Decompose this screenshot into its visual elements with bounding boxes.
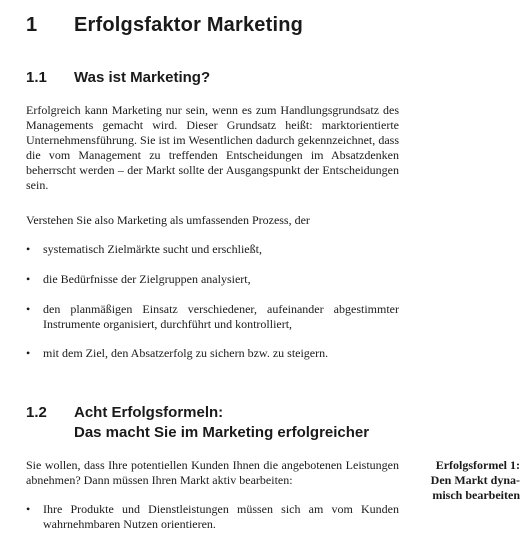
list-item-text: systematisch Zielmärkte sucht und erschließt, (43, 242, 262, 256)
bullet-symbol: • (26, 346, 31, 360)
section-heading-1-1 (26, 68, 210, 88)
list-item-text: Ihre Produkte und Dienstleistungen müssen sich am vom Kunden wahrnehmbaren Nutzen orientieren. (43, 502, 399, 531)
list-item-text: die Bedürfnisse der Zielgruppen analysiert, (43, 272, 251, 286)
bullet-symbol: • (26, 272, 31, 286)
section-title-line: Acht Erfolgsformeln: (74, 404, 224, 421)
margin-note-line: misch bearbeiten (432, 488, 520, 502)
list-item-text: mit dem Ziel, den Absatzerfolg zu sichern bzw. zu steigern. (43, 346, 329, 360)
chapter-number: 1 (26, 14, 38, 36)
section-title-line: Das macht Sie im Marketing erfolgreicher (74, 424, 370, 441)
bullet-symbol: • (26, 302, 31, 316)
chapter-title: Erfolgsfaktor Marketing (74, 14, 304, 36)
list-item (26, 502, 399, 532)
list-item (26, 346, 399, 361)
paragraph-marketing-definition: Erfolgreich kann Marketing nur sein, wenn es zum Handlungsgrundsatz des Managements gemacht wird. Dieser Grundsatz heißt: marktorientierte Unternehmensführung. Sie ist im Wesentlichen dadurch gekennzeichnet, dass die vom Management zu treffenden Entscheidungen im Absatzdenken beherrscht werden – der Markt sollte der Ausgangspunkt der Entscheidungen sein. (26, 103, 399, 192)
section-heading-1-2 (26, 403, 369, 443)
margin-note (416, 458, 520, 503)
section-title (74, 403, 369, 443)
list-item (26, 302, 399, 332)
paragraph-market-intro: Sie wollen, dass Ihre potentiellen Kunden Ihnen die angebotenen Leistungen abnehmen? Dann müssen Ihren Markt aktiv bearbeiten: (26, 458, 399, 487)
section-number: 1.2 (26, 404, 47, 421)
bullet-symbol: • (26, 502, 31, 516)
chapter-heading (26, 14, 303, 37)
paragraph-process-intro: Verstehen Sie also Marketing als umfassenden Prozess, der (26, 213, 310, 227)
bullet-symbol: • (26, 242, 31, 256)
section-title: Was ist Marketing? (74, 69, 211, 86)
list-item-text: den planmäßigen Einsatz verschiedener, aufeinander abgestimmter Instrumente organisiert, durchführt und kontrolliert, (43, 302, 399, 331)
list-item (26, 272, 399, 287)
section-number: 1.1 (26, 69, 47, 86)
margin-note-line: Den Markt dyna- (430, 473, 520, 487)
margin-note-line: Erfolgsformel 1: (435, 458, 520, 472)
list-item (26, 242, 399, 257)
